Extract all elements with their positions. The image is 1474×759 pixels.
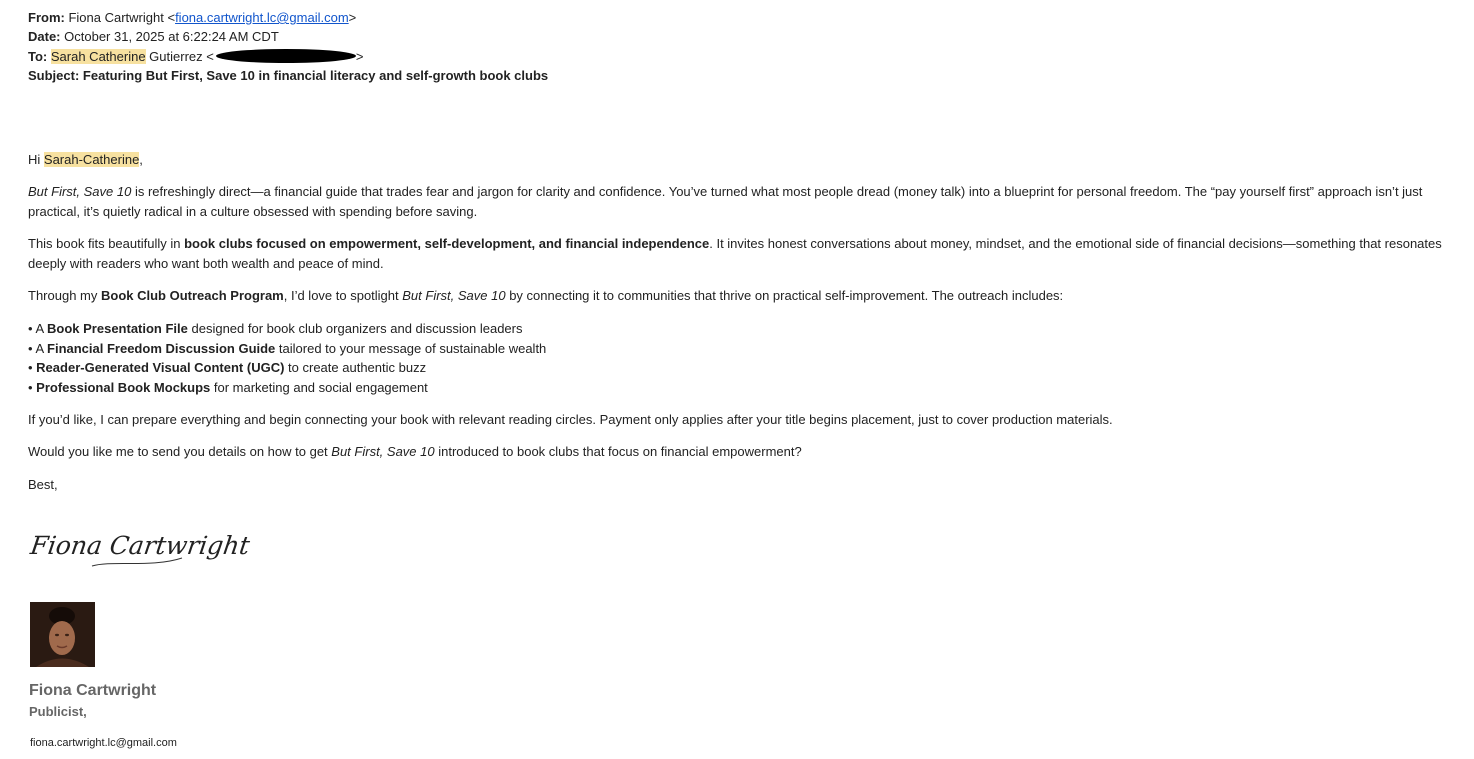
from-name: Fiona Cartwright	[68, 10, 164, 25]
paragraph-fit	[28, 234, 1448, 274]
redacted-email	[216, 49, 356, 63]
list-item	[28, 378, 546, 398]
book-title: But First, Save 10	[331, 444, 435, 459]
greeting-name: Sarah-Catherine	[43, 152, 140, 167]
date-value: October 31, 2025 at 6:22:24 AM CDT	[64, 29, 279, 44]
bullet-text: for marketing and social engagement	[210, 379, 428, 395]
subject-line	[28, 66, 548, 85]
paragraph-question-a: Would you like me to send you details on how to get	[28, 444, 332, 459]
paragraph-fit-bold: book clubs focused on empowerment, self-development, and financial independence	[184, 236, 710, 251]
from-line: From: Fiona Cartwright <fiona.cartwright.lc@gmail.com>	[28, 10, 357, 25]
paragraph-question	[28, 442, 1448, 462]
signature-role: Publicist,	[29, 704, 87, 719]
to-line: To: Sarah Catherine Gutierrez < >	[28, 49, 364, 64]
bullet-text: to create authentic buzz	[284, 360, 427, 375]
date-line	[28, 27, 279, 46]
program-name: Book Club Outreach Program	[100, 288, 284, 303]
bullet-prefix: • A	[28, 340, 48, 356]
subject-value: Featuring But First, Save 10 in financial literacy and self-growth book clubs	[82, 68, 549, 83]
book-title: But First, Save 10	[28, 184, 132, 199]
from-label: From:	[28, 10, 65, 25]
bullet-text: designed for book club organizers and discussion leaders	[187, 321, 523, 336]
closing: Best,	[28, 477, 58, 492]
paragraph-intro-text: is refreshingly direct—a financial guide that trades fear and jargon for clarity and confidence. You’ve turned what most people dread (money talk) into a blueprint for personal freedom. The “pay yourself first” approach isn’t just practical, it’s quietly radical in a culture obsessed with spending before saving.	[28, 184, 1423, 219]
signature-email[interactable]: fiona.cartwright.lc@gmail.com	[30, 737, 177, 749]
bullet-bold: Professional Book Mockups	[36, 379, 211, 395]
paragraph-program-b: , I’d love to spotlight	[283, 288, 403, 303]
from-email-link[interactable]: fiona.cartwright.lc@gmail.com	[175, 10, 349, 25]
list-item	[28, 319, 546, 339]
book-title: But First, Save 10	[402, 288, 506, 303]
handwritten-signature	[28, 522, 252, 578]
paragraph-intro	[28, 182, 1448, 222]
paragraph-fit-c: . It invites honest conversations about money, mindset, and the emotional side of financial decisions—something that resonates deeply with readers who want both wealth and peace of mind.	[28, 236, 1442, 271]
paragraph-offer: If you’d like, I can prepare everything and begin connecting your book with relevant reading circles. Payment only applies after your title begins placement, just to cover production materials.	[28, 412, 1113, 427]
greeting-hi: Hi	[28, 152, 41, 167]
bullet-bold: Book Presentation File	[47, 321, 188, 336]
bullet-prefix: • A	[28, 321, 48, 336]
avatar	[30, 602, 95, 667]
bullet-prefix: •	[28, 360, 37, 375]
to-label: To:	[28, 49, 48, 64]
signature-name: Fiona Cartwright	[29, 682, 157, 699]
paragraph-program-c: by connecting it to communities that thrive on practical self-improvement. The outreach includes:	[505, 288, 1064, 303]
list-item	[28, 339, 546, 359]
bullet-prefix: •	[28, 379, 37, 395]
to-first-name: Sarah Catherine	[50, 49, 146, 64]
greeting: Hi Sarah-Catherine,	[28, 152, 143, 167]
bullet-bold: Financial Freedom Discussion Guide	[47, 340, 276, 356]
list-item	[28, 358, 546, 378]
date-label: Date:	[28, 29, 61, 44]
bullet-text: tailored to your message of sustainable wealth	[275, 340, 547, 356]
outreach-list	[28, 319, 546, 397]
paragraph-program	[28, 286, 1448, 306]
paragraph-program-a: Through my	[28, 288, 101, 303]
to-last-name: Gutierrez	[149, 49, 203, 64]
paragraph-question-b: introduced to book clubs that focus on financial empowerment?	[434, 444, 802, 459]
signature-script: Fiona Cartwright	[28, 531, 252, 560]
paragraph-fit-a: This book fits beautifully in	[28, 236, 185, 251]
subject-label: Subject:	[28, 68, 80, 83]
bullet-bold: Reader-Generated Visual Content (UGC)	[36, 360, 285, 375]
